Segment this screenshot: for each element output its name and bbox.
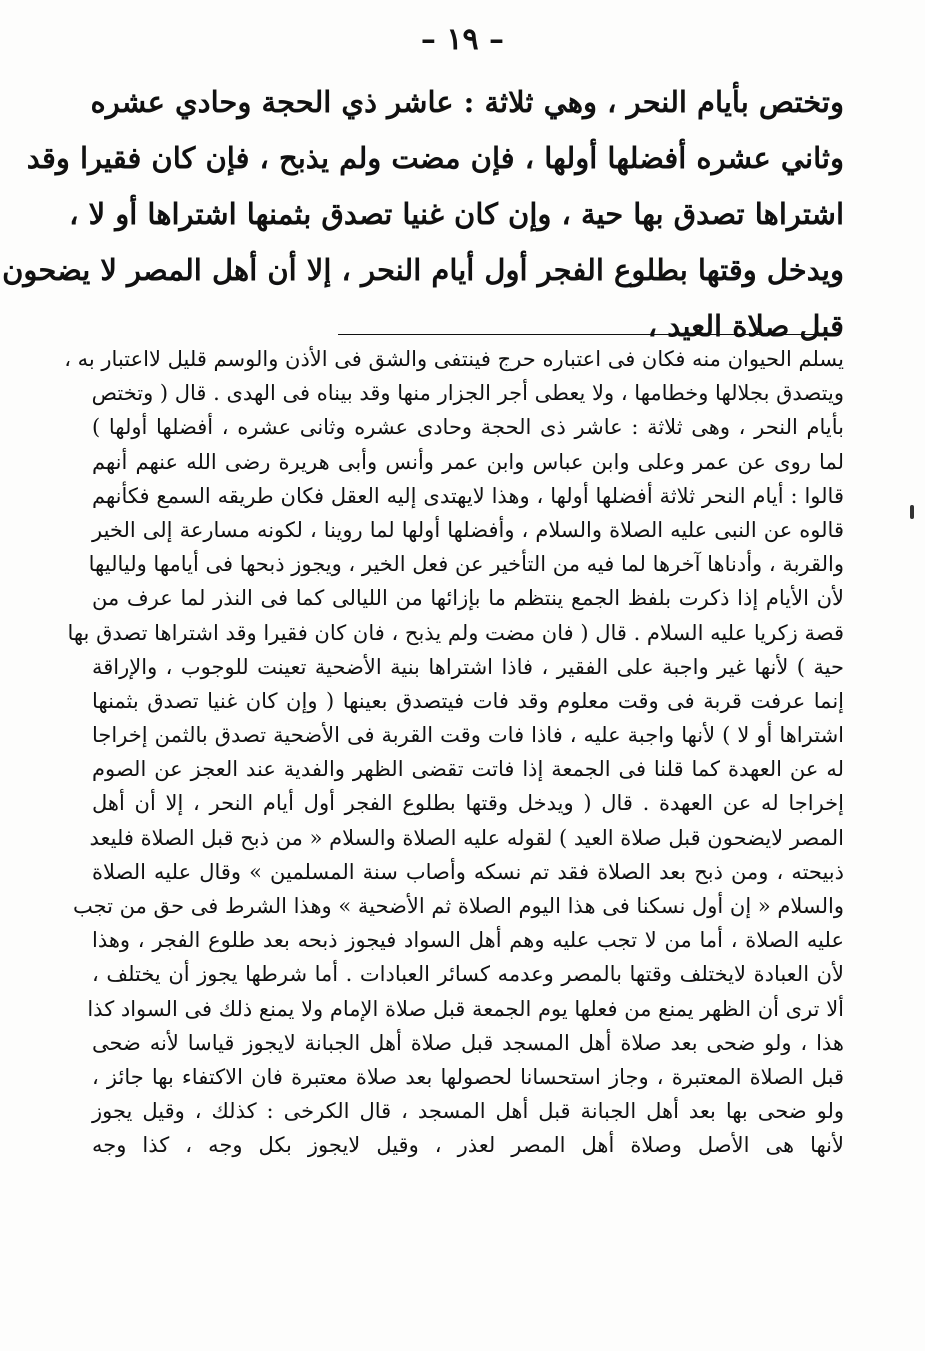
main-text-line: اشتراها تصدق بها حية ، وإن كان غنيا تصدق بثمنها اشتراها أو لا ، — [69, 197, 844, 231]
commentary-line: والقربة ، وأدناها آخرها لما فيه من التأخير عن فعل الخير ، ويجوز ذبحها فى أيامها ولياليها — [88, 552, 844, 577]
main-text-line: ويدخل وقتها بطلوع الفجر أول أيام النحر ، إلا أن أهل المصر لا يضحون — [2, 253, 844, 287]
commentary-line: إخراجا له عن العهدة . قال ( ويدخل وقتها بطلوع الفجر أول أيام النحر ، إلا أن أهل — [92, 791, 844, 816]
commentary-line: قالوا : أيام النحر ثلاثة أفضلها أولها ، وهذا لايهتدى إليه العقل فكان طريقه السمع فكأنهم — [92, 483, 844, 508]
section-divider — [338, 334, 838, 335]
commentary-line: يسلم الحيوان منه فكان فى اعتباره حرج فينتفى والشق فى الأذن والوسم قليل لااعتبار به ، — [64, 347, 844, 371]
commentary-line: والسلام « إن أول نسكنا فى هذا اليوم الصلاة ثم الأضحية » وهذا الشرط فى حق من تجب — [72, 894, 844, 918]
commentary-line: ولو ضحى بها بعد أهل الجبانة قبل أهل المسجد ، قال الكرخى : كذلك ، وقيل يجوز — [92, 1099, 844, 1124]
commentary-line: قبل الصلاة المعتبرة ، وجاز استحسانا لحصولها بعد صلاة معتبرة فان الاكتفاء بها جائز ، — [92, 1064, 844, 1089]
commentary-block — [64, 342, 844, 1163]
commentary-line: حية ) لأنها غير واجبة على الفقير ، فاذا اشتراها بنية الأضحية تعينت للوجوب ، والإراقة — [92, 654, 844, 679]
commentary-line: المصر لايضحون قبل صلاة العيد ) لقوله عليه الصلاة والسلام « من ذبح قبل الصلاة فليعد — [89, 825, 844, 850]
main-text-block — [2, 74, 844, 354]
commentary-line: اشتراها أو لا ) لأنها واجبة عليه ، فاذا فات وقت القربة فى الأضحية تصدق بالثمن إخراجا — [92, 723, 844, 748]
commentary-line: عليه الصلاة ، أما من لا تجب عليه وهم أهل السواد فيجوز ذبحه بعد طلوع الفجر ، وهذا — [92, 928, 844, 953]
commentary-line: بأيام النحر ، وهى ثلاثة : عاشر ذى الحجة وحادى عشره وثانى عشره ، أفضلها أولها ) — [92, 415, 844, 440]
commentary-line: لأن الأيام إذا ذكرت بلفظ الجمع ينتظم ما بإزائها من الليالى كما فى النذر لما عرف من — [92, 586, 844, 611]
commentary-line: قالوه عن النبى عليه الصلاة والسلام ، وأفضلها أولها لما روينا ، لكونه مسارعة إلى الخير — [92, 517, 844, 542]
main-text-line: وثاني عشره أفضلها أولها ، فإن مضت ولم يذبح ، فإن كان فقيرا وقد — [26, 141, 844, 175]
commentary-line: لأنها هى الأصل وصلاة أهل المصر لعذر ، وقيل لايجوز بكل وجه ، كذا وجه — [92, 1133, 844, 1158]
commentary-line: ألا ترى أن الظهر يمنع من فعلها يوم الجمعة قبل صلاة الإمام ولا يمنع ذلك فى السواد كذا — [87, 996, 844, 1021]
margin-ink-mark — [910, 505, 914, 519]
main-text-line: قبل صلاة العيد ، — [647, 309, 844, 343]
commentary-line: لما روى عن عمر وعلى وابن عباس وابن عمر وأنس وأبى هريرة رضى الله عنهم أنهم — [92, 449, 844, 474]
commentary-line: ويتصدق بجلالها وخطامها ، ولا يعطى أجر الجزار منها وقد بيناه فى الهدى . قال ( وتختص — [91, 381, 844, 406]
commentary-line: له عن العهدة كما قلنا فى الجمعة إذا فاتت تقضى الظهر والفدية عند العجز عن الصوم — [92, 757, 844, 782]
page-number: – ١٩ – — [420, 22, 505, 57]
commentary-line: ذبيحته ، ومن ذبح بعد الصلاة فقد تم نسكه وأصاب سنة المسلمين » وقال عليه الصلاة — [92, 859, 844, 884]
commentary-line: إنما عرفت قربة فى وقت معلوم وقد فات فيتصدق بعينها ( وإن كان غنيا تصدق بثمنها — [92, 688, 844, 713]
main-text-line: وتختص بأيام النحر ، وهي ثلاثة : عاشر ذي الحجة وحادي عشره — [90, 85, 844, 119]
commentary-line: هذا ، ولو ضحى بعد صلاة أهل المسجد قبل صلاة أهل الجبانة لايجوز قياسا لأنه ضحى — [92, 1030, 844, 1055]
commentary-line: قصة زكريا عليه السلام . قال ( فان مضت ولم يذبح ، فان كان فقيرا وقد اشتراها تصدق بها — [67, 620, 844, 645]
commentary-line: لأن العبادة لايختلف وقتها بالمصر وعدمه كسائر العبادات . أما شرطها يجوز أن يختلف ، — [92, 962, 844, 987]
